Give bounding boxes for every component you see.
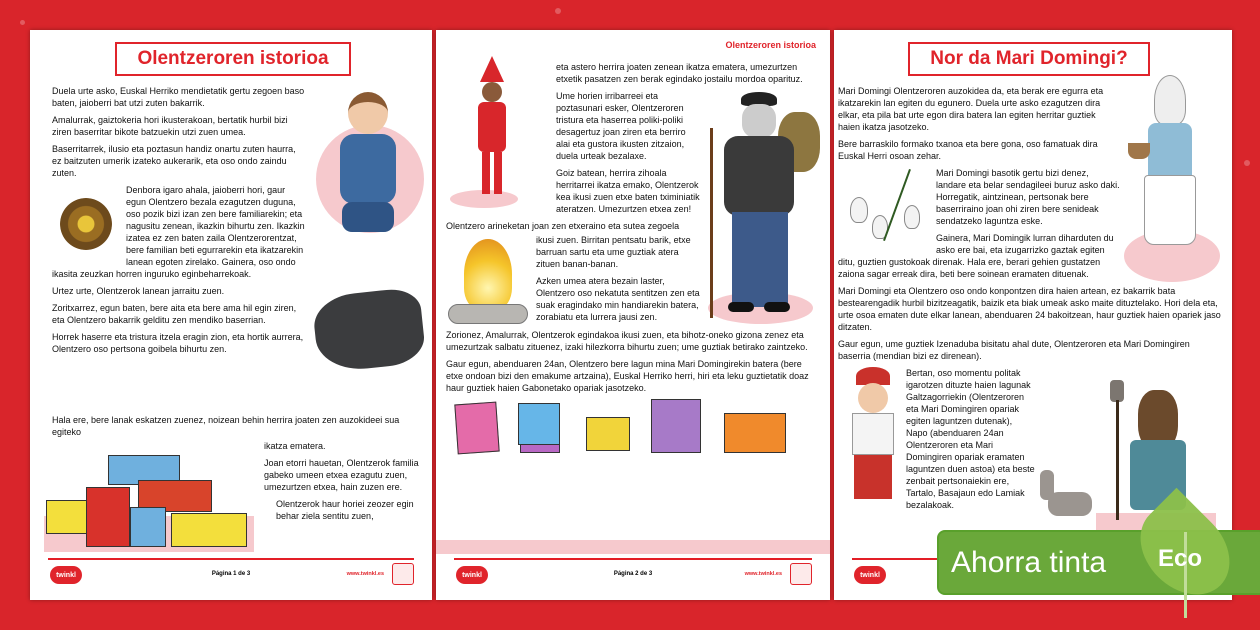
paragraph: Olentzerok haur horiei zeozer egin behar ziela sentitu zuen, [276,499,414,521]
gift-bags-image [456,399,816,454]
page-2-text-column [446,61,821,454]
paragraph-with-image [838,167,1120,285]
paragraph: Bere barraskilo formako txanoa eta bere gona, oso famatuak dira Euskal Herri osoan zehar. [838,139,1098,161]
galtzagorri-image [848,367,900,507]
paragraph: ikusi zuen. Birritan pentsatu barik, etxe barruan sartu eta ume guztiak atera zituen banan-banan. [536,235,691,269]
page-2 [436,30,830,600]
paragraph: Azken umea atera bezain laster, Olentzero oso nekatuta sentitzen zen eta suak eragindako min handiarekin batera, zorabiatu eta lurrera jausi zen. [536,276,700,322]
footer-divider [48,558,414,560]
paragraph: Duela urte asko, Euskal Herriko mendietatik gertu zegoen baso baten, jaioberri bat utzi zuten bakarrik. [52,86,305,108]
paragraph: Mari Domingi basotik gertu bizi denez, landare eta belar sendagileei buruz asko daki. Horregatik, aintzinean, pertsonak bere baserriraino joan ohi ziren bere senideak sendatzeko laguntza eske. [936,168,1120,226]
page-title: Olentzeroren istorioa [115,42,351,76]
paragraph-text: Denbora igaro ahala, jaioberri hori, gaur egun Olentzero bezala ezagutzen duguna, oso pozik bizi izan zen bere familiarekin; eta nagusitu zenean, ikazkin bihurtu zen. Ikazkin izatea ez zen baten zaila Olentzerorentzat, bere familian beti egurrarekin eta ikatzarekin lanean egoten zirelako. Gainera, oso ondo ikasita zeuzkan horren inguruko eginbeharrekoak. [52,185,305,279]
paragraph: Gaur egun, abenduaren 24an, Olentzero bere lagun mina Mari Domingirekin batera (bere etxe ondoan bizi den emakume artzaina), Euskal Herriko herri, hiri eta leku guztietatik doaz haur guztiek haien Gabonetako opariak jasotzeko. [446,359,809,393]
paragraph: eta astero herrira joaten zenean ikatza ematera, umezurtzen etxetik pasatzen zen berak egindako jostailu mordoa oparituz. [556,62,803,84]
page-1 [30,30,432,600]
paragraph: Zorionez, Amalurrak, Olentzerok egindakoa ikusi zuen, eta bihotz-oneko gizona zenez eta umezurtzak salbatu zituenez, izaki hilezkorra bihurtu zuen; ume guztiak betirako zaintzeko. [446,330,808,352]
paragraph: Ume horien irribarreei eta poztasunari esker, Olentzeroren tristura eta haserrea poliki-poliki desagertuz joan ziren eta berriro alai eta gustora ikusten zitzaion, duela urteak bezalaxe. [556,91,686,161]
eco-badge-text: Eco [1158,545,1203,572]
paragraph: Baserritarrek, ilusio eta poztasun handiz onartu zuten haurra, ez baitzuten umerik izateko aukerarik, eta oso ondo zaindu zuten. [52,144,296,178]
snowdrops-image [838,167,930,247]
page-3-text-column [838,85,1223,516]
paragraph: Mari Domingi Olentzeroren auzokidea da, eta berak ere egurra eta ikatzarekin lan egiten du egunero. Duela urte asko ezagutzen dira elkar, eta pila bat urte egon dira batera lan egiten herritar guztiek haien ikatza jasotzeko. [838,86,1104,132]
dried-flower-image [52,184,120,264]
twinkl-logo: twinkl [50,566,82,584]
page-1-text-column [52,85,307,360]
page-header: Olentzeroren istorioa [725,40,816,50]
paragraph: Goiz batean, herrira zihoala herritarrei ikatza emako, Olentzerok kea ikusi zuen etxe baten tximiniatik ateratzen. Umezurtzen etxea zen! [556,168,700,214]
page-1-right-column [264,440,420,522]
page-title: Nor da Mari Domingi? [908,42,1150,76]
paragraph: Bertan, oso momentu politak igarotzen dituzte haien lagunak Galtzagorriekin (Olentzeroren eta Mari Domingiren opariak egiten laguntzen dutenak), Napo (abenduaren 24an Olentzeroren eta Mari Domingiren opariak eramaten laguntzen duen astoa) eta beste zenbait pertsonaiekin ere, Tartalo, Basajaun edo Lamiak bezalakoak. [906,368,1035,510]
page-number: Página 1 de 3 [211,571,251,577]
twinkl-logo: twinkl [456,566,488,584]
page-1-bottom-text [52,414,420,527]
paragraph: Gainera, Mari Domingik lurran diharduten du asko ere bai, eta izugarrizko gaztak egiten ditu, guztien gustokoak direnak. Hala ere, berari gehien gustatzen zaiona sagar erreak dira, beti bere soinean eramaten dituenak. [838,233,1114,279]
footer-divider [454,558,812,560]
baby-image [330,92,410,242]
eco-label: Ahorra tinta [951,545,1107,579]
coal-image [311,287,426,374]
quality-badge-icon [790,563,812,585]
paragraph: Zoritxarrez, egun baten, bere aita eta bere ama hil egin ziren, eta Olentzero bakarrik gelditu zen mendiko baserrian. [52,303,297,325]
paragraph-with-image [838,367,1036,511]
quality-badge-icon [392,563,414,585]
pink-band [436,540,830,554]
paragraph: ikatza ematera. [264,441,326,451]
twinkl-logo: twinkl [854,566,886,584]
paragraph: Amalurrak, gaiztokeria hori ikusterakoan, bertatik hurbil bizi ziren baserritar bikote batzuekin utzi zuen umea. [52,115,288,137]
paragraph-with-image [446,234,701,329]
paragraph: Gaur egun, ume guztiek Izenaduba bisitatu ahal dute, Olentzeroren eta Mari Domingiren baserria (mendian bizi ez direnean). [838,339,1190,361]
paragraph: Olentzero arineketan joan zen etxeraino eta sutea zegoela [446,221,680,231]
paragraph: Mari Domingi eta Olentzero oso ondo konpontzen dira haien artean, ez bakarrik bata bestearengadik hurbil bizitzeagatik, baizik eta biak umeak asko maite dituztelako. Hori dela eta, urte osoa ematen dute elkar lanean, abenduaren 24 bakoitzean, haur guztiek haien opariek jaso ditzaten. [838,286,1221,332]
paragraph: Horrek haserre eta tristura itzela eragin zion, eta hortik aurrera, Olentzero oso pertsona goibela bihurtu zen. [52,332,304,354]
paragraph: Hala ere, bere lanak eskatzen zuenez, noizean behin herrira joaten zen auzokideei sua egiteko [52,415,400,437]
paragraph-with-image [52,184,307,285]
paragraph: Joan etorri hauetan, Olentzerok familia gabeko umeen etxea ezagutu zuen, umezurtzen etxea, hain zuzen ere. [264,458,419,492]
campfire-image [446,234,530,329]
paragraph: Urtez urte, Olentzerok lanean jarraitu zuen. [52,286,225,296]
website-link[interactable]: www.twinkl.es [744,571,782,577]
page-number: Página 2 de 3 [613,571,653,577]
website-link[interactable]: www.twinkl.es [346,571,384,577]
